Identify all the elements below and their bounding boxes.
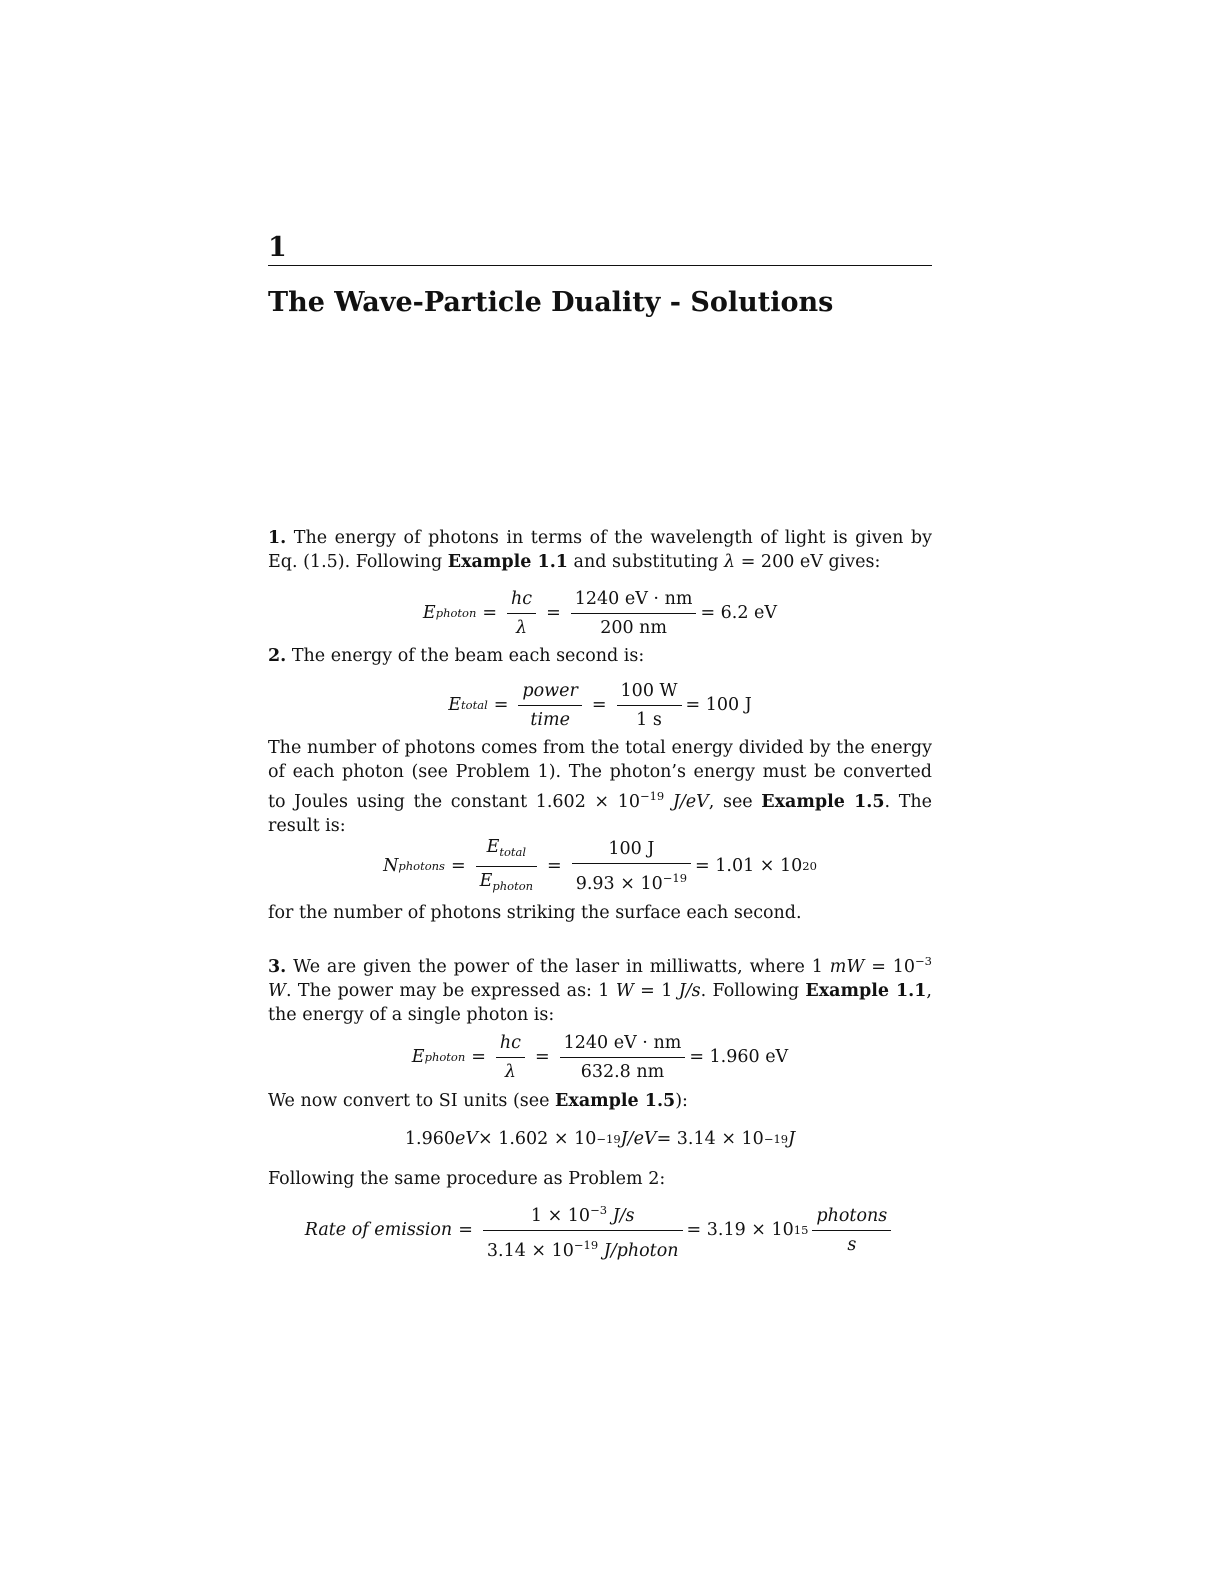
problem-number: 1. <box>268 528 287 548</box>
equation-rate-of-emission: Rate of emission = $\frac{1 \times 10^{-3} J/s}{3.14 \times 10^{-19} J/photon}$ = 3.19 × 10 15 $\frac{\text{photons}}{s}$ <box>268 1203 932 1257</box>
photon-count-conclusion: for the number of photons striking the surface each second. <box>268 903 802 923</box>
fraction: $\frac{hc}{\lambda}$ <box>496 1032 525 1083</box>
equation-photon-count: N photons = $\frac{E_{total}}{E_{photon}}$ = $\frac{100 J}{9.93 \times 10^{-19}}$ = 1.01 × 10 20 <box>268 838 932 894</box>
equation-photon-energy-200nm: E photon = $\frac{hc}{\lambda}$ = $\frac{1240 eV \cdot nm}{200 nm}$ = 6.2 eV <box>422 588 778 638</box>
example-ref: Example 1.1 <box>447 552 568 572</box>
equation-photon-energy-632nm: E photon = $\frac{hc}{\lambda}$ = $\frac{1240 eV \cdot nm}{632.8 nm}$ = 1.960 eV <box>411 1032 789 1082</box>
si-conversion-text: We now convert to SI units (see Example 1.5): <box>268 1091 688 1111</box>
fraction: $\frac{E_{total}}{E_{photon}}$ <box>476 836 537 897</box>
example-ref: Example 1.5 <box>555 1091 676 1111</box>
problem-1-text: 1. The energy of photons in terms of the wavelength of light is given by Eq. (1.5). Following Example 1.1 and substituting λ = 200 eV gives: <box>268 528 932 572</box>
chapter-number: 1 <box>268 232 287 263</box>
example-ref: Example 1.1 <box>805 981 927 1001</box>
fraction: $\frac{hc}{\lambda}$ <box>507 588 536 639</box>
fraction: $\frac{1240 eV \cdot nm}{632.8 nm}$ <box>560 1032 686 1083</box>
fraction: $\frac{\text{power}}{\text{time}}$ <box>518 680 581 731</box>
procedure-text: Following the same procedure as Problem 2: <box>268 1169 666 1189</box>
problem-3-text: 3. We are given the power of the laser in milliwatts, where 1 mW = $10^{-3}$ W. The power may be expressed as: 1 W = 1 J/s. Following Example 1.1, the energy of a single photon is: <box>268 954 932 1025</box>
fraction: $\frac{\text{photons}}{s}$ <box>812 1205 891 1256</box>
problem-number: 3. <box>268 957 287 977</box>
chapter-rule <box>268 265 932 266</box>
photon-count-text: The number of photons comes from the total energy divided by the energy of each photon (see Problem 1). The photon’s energy must be converted to Joules using the constant $1.602 \times 10^{-19}$ J/eV, see Example 1.5. The result is: <box>268 738 932 836</box>
page <box>268 0 932 1584</box>
problem-2-text: 2. The energy of the beam each second is: <box>268 646 645 666</box>
problem-number: 2. <box>268 646 287 666</box>
equation-total-energy: E total = $\frac{\text{power}}{\text{time}}$ = $\frac{100 W}{1 s}$ = 100 J <box>448 680 752 730</box>
fraction: $\frac{100 W}{1 s}$ <box>617 680 682 731</box>
fraction: $\frac{1 \times 10^{-3} J/s}{3.14 \times 10^{-19} J/photon}$ <box>483 1199 683 1262</box>
equation-si-conversion: 1.960 eV × 1.602 × 10 −19 J/eV = 3.14 × 10 −19 J <box>404 1129 796 1149</box>
chapter-title: The Wave-Particle Duality - Solutions <box>268 287 834 318</box>
fraction: $\frac{100 J}{9.93 \times 10^{-19}}$ <box>572 838 691 895</box>
example-ref: Example 1.5 <box>761 792 885 812</box>
fraction: $\frac{1240 eV \cdot nm}{200 nm}$ <box>571 588 697 639</box>
